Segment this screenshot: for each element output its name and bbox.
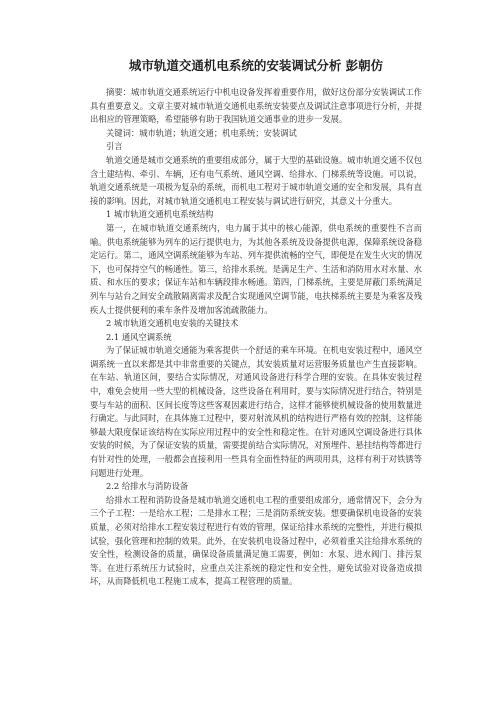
- section-1-heading: 1 城市轨道交通机电系统结构: [106, 209, 214, 220]
- keywords-line: 关键词：城市轨道；轨道交通；机电系统；安装调试: [106, 127, 297, 138]
- intro-heading: 引言: [106, 141, 123, 152]
- section-2-1-paragraph: 为了保证城市轨道交通能为乘客提供一个舒适的乘车环境。在机电安装过程中，通风空调系统一直以来都是其中非常重要的关键点，其安装质量对运营服务质量也产生直接影响。在车站、轨道区间，要结合实际情况，对通风设备进行科学合理的安装。在具体安装过程中，难免会使用一些大型的机械设备，这些设备在利用时，要与实际情况进行结合，特别是要与车站的面积、区间长度等这些客观因素进行结合，这样才能够使机械设备的使用数量进行确定。与此同时，在具体施工过程中，要对射流风机的结构进行严格有效的控制，这样能够最大限度保证该结构在实际应用过程中的安全性和稳定性。在针对通风空调设备进行具体安装的时候，为了保证安装的质量，需要提前结合实际情况，对预埋件、悬挂结构等都进行有针对性的处理，一般都会直接利用一些具有全面性特征的两项用具，这样有利于对铁锈等问题进行处理。: [90, 345, 422, 478]
- section-1-paragraph: 第一，在城市轨道交通系统内，电力属于其中的核心能源，供电系统的重要性不言而喻。供电系统能够为列车的运行提供电力，为其他各系统及设备提供电源，保障系统设备稳定运行。第二，通风空调系统能够为车站、列车提供流畅的空气，即便是在发生火灾的情况下，也可保持空气的畅通性。第三，给排水系统。是满足生产、生活和消防用水对水量、水质、和水压的要求；保证车站和车辆段排水畅通。第四，门梯系统，主要是屏蔽门系统满足列车与站台之间安全疏散隔离需求及配合实现通风空调节能，电扶梯系统主要是为乘客及残疾人士提供便利的乘车条件及增加客流疏散能力。: [90, 222, 422, 315]
- abstract-paragraph: 摘要：城市轨道交通系统运行中机电设备发挥着重要作用，做好这份部分安装调试工作具有重要意义。文章主要对城市轨道交通机电系统安装要点及调试注意事项进行分析，并提出相应的管理策略，希望能够有助于我国轨道交通事业的进步一发展。: [90, 87, 422, 125]
- section-2-heading: 2 城市轨道交通机电安装的关键技术: [106, 318, 239, 329]
- section-2-2-paragraph: 给排水工程和消防设备是城市轨道交通机电工程的重要组成部分，通常情况下，会分为三个子工程：一是给水工程；二是排水工程；三是消防系统安装。想要确保机电设备的安装质量，必须对给排水工程安装过程进行有效的管理，保证给排水系统的完整性，并进行模拟试验，强化管理和控制的效果。此外，在安装机电设备过程中，必须着重关注给排水系统的安全性，检测设备的质量，确保设备质量满足施工需要，例如：水泵、进水阀门、排污泵等。在进行系统压力试验时，应重点关注系统的稳定性和安全性，避免试验对设备造成损坏，从而降低机电工程施工成本，提高工程管理的质量。: [90, 494, 422, 587]
- intro-paragraph: 轨道交通是城市交通系统的重要组成部分，属于大型的基础设施。城市轨道交通不仅包含土建结构、牵引、车辆，还有电气系统、通风空调、给排水、门梯系统等设施。可以说，轨道交通系统是一项极为复杂的系统，而机电工程对于城市轨道交通的安全和发展，具有直接的影响。因此，对城市轨道交通机电工程安装与调试进行研究，其意义十分重大。: [90, 154, 422, 206]
- document-title: 城市轨道交通机电系统的安装调试分析 彭朝仿: [128, 58, 384, 73]
- section-2-2-heading: 2.2 给排水与消防设备: [106, 481, 189, 492]
- section-2-1-heading: 2.1 通风空调系统: [106, 331, 172, 342]
